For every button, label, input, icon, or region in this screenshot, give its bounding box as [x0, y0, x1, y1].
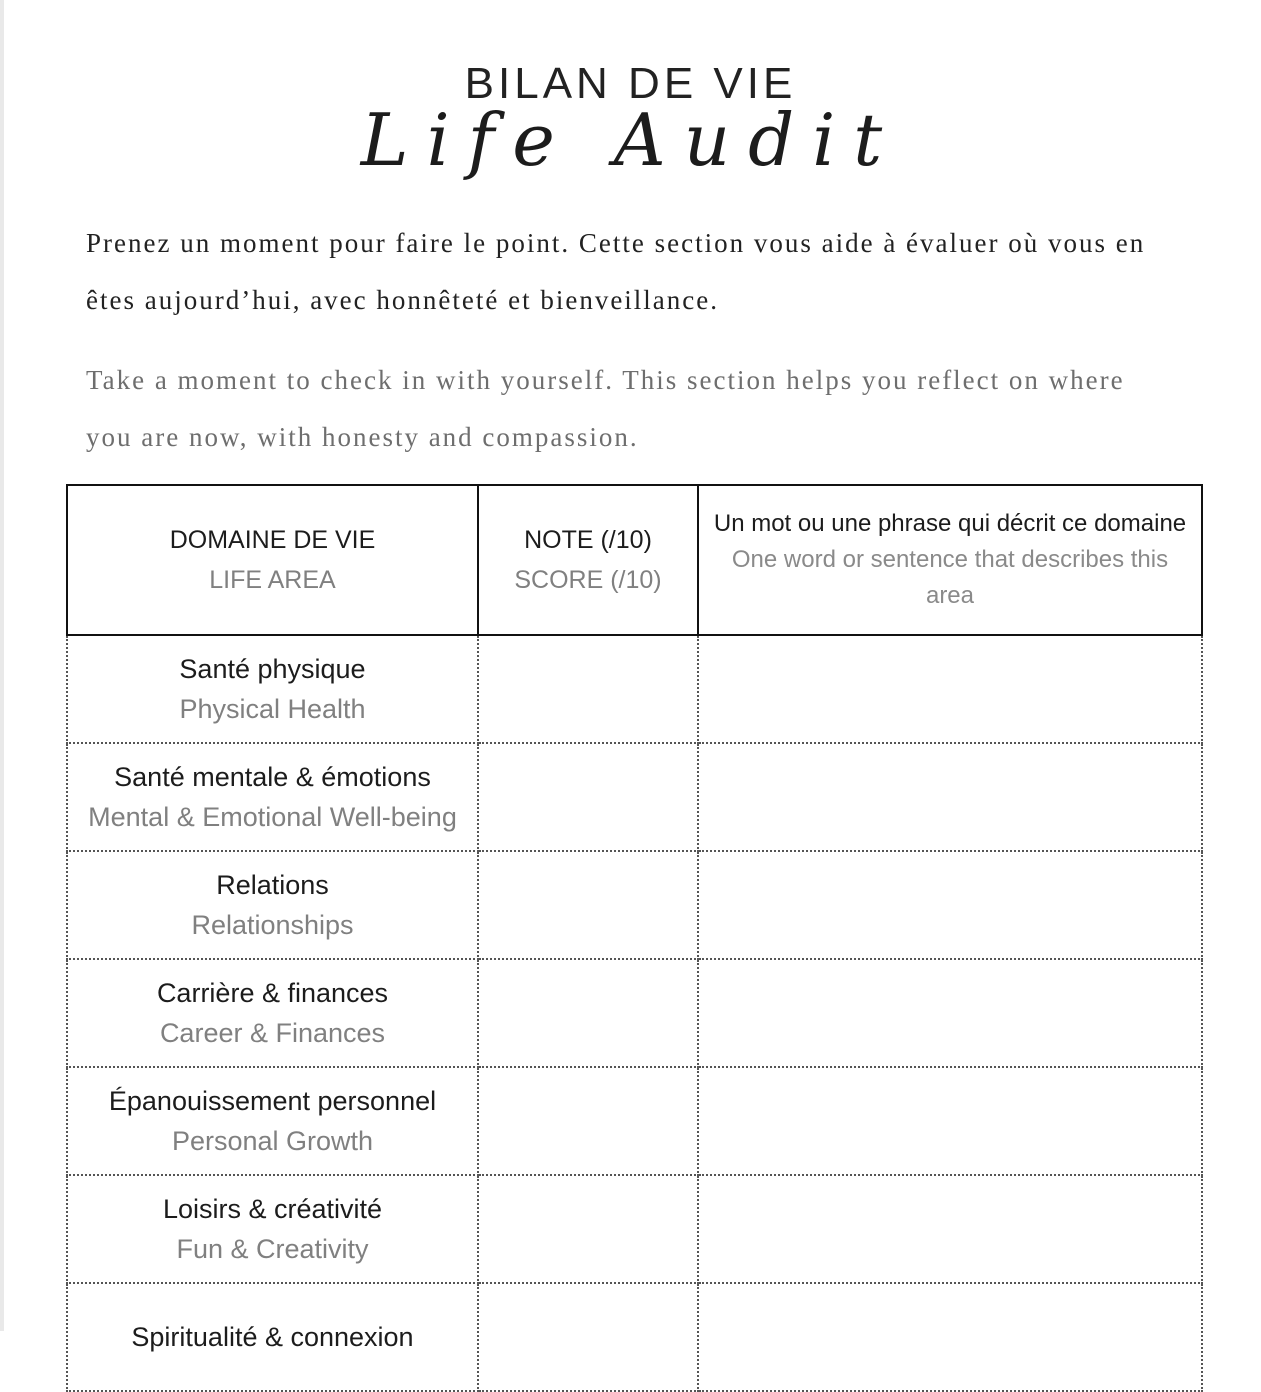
header-score: [478, 485, 698, 635]
life-area-cell: [67, 1067, 478, 1175]
table-row: [67, 1283, 1202, 1391]
life-area-fr: Santé physique: [179, 654, 366, 684]
header-life-area-en: LIFE AREA: [209, 566, 336, 594]
score-cell[interactable]: [478, 1067, 698, 1175]
life-area-en: Mental & Emotional Well-being: [88, 802, 457, 832]
table-row: [67, 1175, 1202, 1283]
score-cell[interactable]: [478, 743, 698, 851]
header-description-fr: Un mot ou une phrase qui décrit ce domaine: [713, 510, 1187, 537]
table-row: [67, 959, 1202, 1067]
intro-french: Prenez un moment pour faire le point. Cette section vous aide à évaluer où vous en êtes aujourd’hui, avec honnêteté et bienveillance.: [86, 228, 1146, 315]
life-area-cell: [67, 1175, 478, 1283]
table-row: [67, 743, 1202, 851]
score-cell[interactable]: [478, 959, 698, 1067]
header-life-area-fr: DOMAINE DE VIE: [169, 526, 376, 554]
score-cell[interactable]: [478, 851, 698, 959]
life-audit-table: [66, 484, 1203, 1392]
header-score-fr: NOTE (/10): [524, 526, 652, 554]
page-left-edge: [0, 0, 4, 1331]
intro-english: Take a moment to check in with yourself. This section helps you reflect on where you are now, with honesty and compassion.: [86, 365, 1125, 452]
life-area-en: Personal Growth: [171, 1126, 374, 1156]
description-cell[interactable]: [698, 851, 1202, 959]
life-area-en: Relationships: [191, 910, 354, 940]
table-header-row: [67, 485, 1202, 635]
table-row: [67, 635, 1202, 743]
description-cell[interactable]: [698, 1175, 1202, 1283]
life-area-fr: Spiritualité & connexion: [131, 1322, 414, 1352]
header-description: [698, 485, 1202, 635]
life-area-fr: Épanouissement personnel: [108, 1086, 437, 1116]
life-area-cell: [67, 959, 478, 1067]
description-cell[interactable]: [698, 1067, 1202, 1175]
description-cell[interactable]: [698, 959, 1202, 1067]
score-cell[interactable]: [478, 635, 698, 743]
life-area-en: Physical Health: [179, 694, 366, 724]
life-area-cell: [67, 743, 478, 851]
page-subtitle: Life Audit: [360, 98, 901, 182]
header-description-en: One word or sentence that describes this area: [731, 546, 1169, 609]
score-cell[interactable]: [478, 1175, 698, 1283]
life-area-en: Career & Finances: [159, 1018, 386, 1048]
description-cell[interactable]: [698, 635, 1202, 743]
header-score-en: SCORE (/10): [514, 566, 662, 594]
life-area-cell: [67, 1283, 478, 1391]
life-area-fr: Santé mentale & émotions: [114, 762, 431, 792]
header-life-area: [67, 485, 478, 635]
life-area-cell: [67, 851, 478, 959]
table-row: [67, 851, 1202, 959]
score-cell[interactable]: [478, 1283, 698, 1391]
table-row: [67, 1067, 1202, 1175]
life-area-fr: Carrière & finances: [156, 978, 389, 1008]
life-area-fr: Relations: [216, 870, 329, 900]
life-area-cell: [67, 635, 478, 743]
life-area-fr: Loisirs & créativité: [162, 1194, 383, 1224]
life-area-en: Fun & Creativity: [176, 1234, 369, 1264]
description-cell[interactable]: [698, 1283, 1202, 1391]
page-title: BILAN DE VIE: [464, 59, 797, 109]
description-cell[interactable]: [698, 743, 1202, 851]
